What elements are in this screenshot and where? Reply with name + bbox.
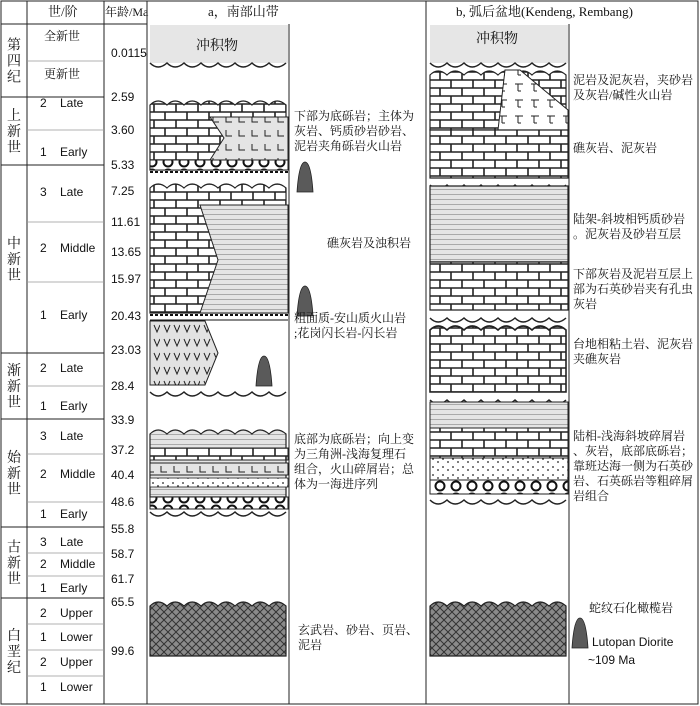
stage-name: Late <box>60 535 84 549</box>
column-a-note: 玄武岩、砂岩、页岩、泥岩 <box>298 623 419 652</box>
age-value: 48.6 <box>111 495 135 509</box>
period-labels <box>7 38 22 677</box>
age-value: 5.33 <box>111 158 135 172</box>
age-value: 3.60 <box>111 123 135 137</box>
age-value: 20.43 <box>111 309 142 323</box>
column-b-note: 陆相-浅海斜坡碎屑岩、灰岩，底部底砾岩；靠班达海一侧为石英砂岩、石英砾岩等粗碎屑岩组合 <box>573 429 694 503</box>
diorite-label: Lutopan Diorite <box>592 635 674 649</box>
age-value: 40.4 <box>111 468 135 482</box>
header-epoch: 世/阶 <box>48 4 78 19</box>
stage-name: Upper <box>60 655 93 669</box>
age-value: 13.65 <box>111 245 142 259</box>
age-value: 11.61 <box>111 215 141 229</box>
stage-name: Middle <box>60 467 96 481</box>
stage-number: 1 <box>40 145 47 159</box>
column-b-note: 台地相粘土岩、泥灰岩夹礁灰岩 <box>573 337 694 366</box>
column-a-note: 礁灰岩及浊积岩 <box>327 236 412 250</box>
age-value: 15.97 <box>111 272 142 286</box>
col-a-alluvium-label: 冲积物 <box>196 39 238 54</box>
column-a-note: 粗面质-安山质火山岩;花岗闪长岩-闪长岩 <box>294 311 406 340</box>
period-label: 古新世 <box>7 540 21 588</box>
age-value: 55.8 <box>111 522 135 536</box>
stage-name: Lower <box>60 630 93 644</box>
stage-name: Late <box>60 429 84 443</box>
period-label: 第四纪 <box>7 38 21 86</box>
age-labels <box>111 46 147 658</box>
age-value: 0.0115 <box>111 46 147 60</box>
age-value: 23.03 <box>111 343 142 357</box>
stage-number: 2 <box>40 96 47 110</box>
diorite-age: ~109 Ma <box>588 653 636 667</box>
column-b-note: 泥岩及泥灰岩，夹砂岩及灰岩/碱性火山岩 <box>573 73 694 102</box>
stage-name: Early <box>60 507 88 521</box>
stage-name: Late <box>60 96 84 110</box>
column-b-strata <box>430 25 588 656</box>
pluton-icon <box>256 356 272 386</box>
period-label: 上新世 <box>7 109 21 156</box>
stage-name: Early <box>60 581 88 595</box>
period-label: 白垩纪 <box>7 629 21 676</box>
age-value: 61.7 <box>111 572 135 586</box>
stage-number: 3 <box>40 185 47 199</box>
stage-number: 1 <box>40 399 47 413</box>
stage-number: 1 <box>40 581 47 595</box>
column-b-notes <box>573 72 694 615</box>
stage-name: Upper <box>60 606 93 620</box>
pluton-icon <box>297 162 313 192</box>
column-a-note: 底部为底砾岩；向上变为三角洲-浅海复理石组合，火山碎屑岩；总体为一海进序列 <box>294 432 415 491</box>
stage-number: 2 <box>40 606 47 620</box>
stage-name: Early <box>60 145 88 159</box>
stage-number: 2 <box>40 361 47 375</box>
period-label: 中新世 <box>7 237 21 284</box>
age-value: 99.6 <box>111 644 135 658</box>
stage-labels <box>40 28 96 694</box>
col-b-alluvium-label: 冲积物 <box>476 32 518 47</box>
stage-number: 1 <box>40 507 47 521</box>
period-label: 渐新世 <box>7 364 21 411</box>
age-value: 7.25 <box>111 184 135 198</box>
stage-name: 更新世 <box>44 67 81 81</box>
stage-number: 2 <box>40 467 47 481</box>
age-value: 65.5 <box>111 595 135 609</box>
stage-name: Lower <box>60 680 93 694</box>
age-value: 37.2 <box>111 443 135 457</box>
stage-number: 2 <box>40 557 47 571</box>
age-value: 28.4 <box>111 379 135 393</box>
pluton-icon <box>572 618 588 648</box>
column-b-note: 礁灰岩、泥灰岩 <box>573 141 658 155</box>
stage-number: 1 <box>40 680 47 694</box>
stage-name: Late <box>60 361 84 375</box>
stage-name: Middle <box>60 241 96 255</box>
period-label: 始新世 <box>7 451 21 498</box>
stage-number: 3 <box>40 429 47 443</box>
column-a-note: 下部为底砾岩；主体为灰岩、钙质砂岩砂岩、泥岩夹角砾岩火山岩 <box>294 109 415 153</box>
stage-number: 1 <box>40 308 47 322</box>
stage-name: 全新世 <box>44 29 81 43</box>
column-b-note: 蛇纹石化橄榄岩 <box>589 601 674 615</box>
stage-number: 1 <box>40 630 47 644</box>
age-value: 2.59 <box>111 90 135 104</box>
header-age: 年龄/Ma <box>105 5 149 19</box>
stage-name: Middle <box>60 557 96 571</box>
stage-name: Early <box>60 399 88 413</box>
stage-number: 3 <box>40 535 47 549</box>
age-value: 58.7 <box>111 547 135 561</box>
stage-name: Early <box>60 308 88 322</box>
header-column-a: a，南部山带 <box>208 4 279 19</box>
stage-number: 2 <box>40 241 47 255</box>
stage-number: 2 <box>40 655 47 669</box>
header-column-b: b, 弧后盆地(Kendeng, Rembang) <box>456 4 633 19</box>
column-b-note: 下部灰岩及泥岩互层上部为石英砂岩夹有孔虫灰岩 <box>573 267 694 311</box>
column-b-note: 陆架-斜坡相钙质砂岩。泥灰岩及砂岩互层 <box>573 212 685 241</box>
stage-name: Late <box>60 185 84 199</box>
age-value: 33.9 <box>111 413 135 427</box>
